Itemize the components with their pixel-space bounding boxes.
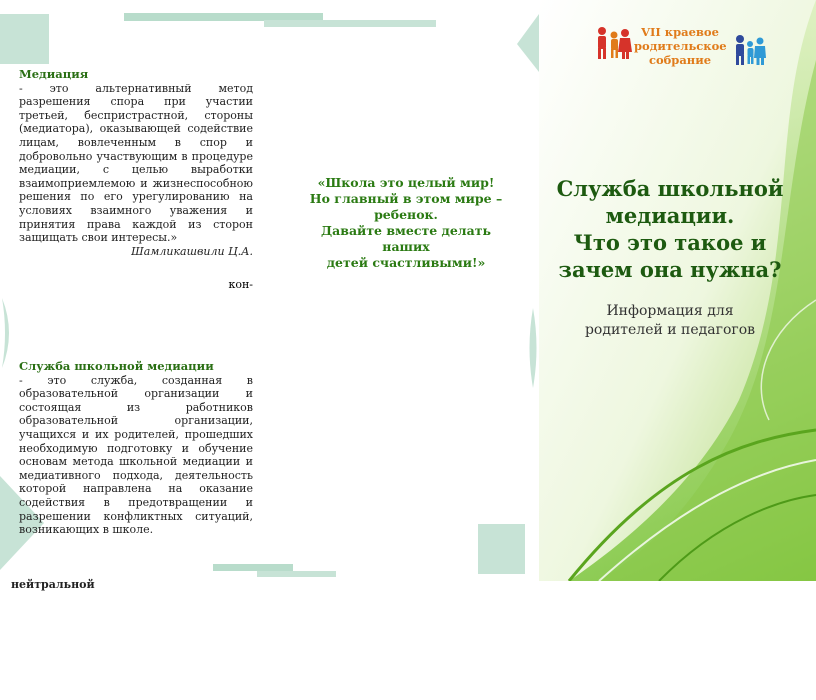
- quote-line: Но главный в этом мире –: [309, 191, 503, 206]
- green-wave-background: [539, 0, 816, 581]
- quote-line: Давайте вместе делать наших: [321, 223, 491, 254]
- deco-bar-bottom-2: [257, 571, 336, 577]
- deco-leaf-middle: [526, 308, 540, 388]
- quote-author: Шамликашвили Ц.А.: [131, 244, 253, 258]
- word-fragment: нейтральной: [11, 578, 95, 591]
- hyphen-fragment: кон-: [228, 278, 253, 291]
- family-blue-icon: [733, 34, 767, 66]
- cover-panel: [539, 0, 816, 581]
- subtitle-line: Информация для: [606, 303, 734, 319]
- deco-bar-top-2: [264, 20, 436, 27]
- subtitle: [560, 302, 780, 340]
- service-section: [19, 360, 253, 537]
- deco-square-top-left: [0, 14, 49, 64]
- deco-triangle-top-middle: [517, 14, 539, 72]
- motto-quote: [296, 175, 516, 271]
- left-column: [19, 68, 253, 258]
- service-definition: - это служба, созданная в образовательной организации и состоящая из работников образовательной организации, учащихся и их родителей, прошедших необходимую подготовку и обучение основам метода школьной медиации и медиативного подхода, деятельность которой направлена на оказание содействия в предотвращении и разрешении конфликтных ситуаций, возникающих в школе.: [19, 373, 253, 537]
- event-label-line: родительское: [634, 39, 727, 53]
- quote-line: ребенок.: [374, 207, 438, 222]
- event-label: [634, 25, 726, 67]
- deco-bar-bottom: [213, 564, 293, 571]
- title-line: медиации.: [605, 203, 735, 228]
- quote-line: «Школа это целый мир!: [317, 175, 495, 190]
- service-heading: Служба школьной медиации: [19, 359, 214, 373]
- title-line: зачем она нужна?: [558, 257, 782, 282]
- event-label-line: собрание: [648, 53, 712, 67]
- family-red-icon: [594, 26, 634, 60]
- title-line: Что это такое и: [573, 230, 767, 255]
- deco-square-bottom-middle: [478, 524, 525, 574]
- event-label-line: VII краевое: [641, 25, 719, 39]
- title-line: Служба школьной: [556, 176, 784, 201]
- deco-leaf-left: [0, 298, 16, 368]
- subtitle-line: родителей и педагогов: [584, 322, 756, 338]
- mediation-heading: Медиация: [19, 67, 89, 81]
- main-title: [555, 175, 785, 283]
- quote-line: детей счастливыми!»: [326, 255, 486, 270]
- mediation-definition: - это альтернативный метод разрешения спора при участии третьей, беспристрастной, стороны (медиатора), оказывающей содействие лицам, вовлеченным в спор и добровольно участвующим в процедуре медиации, с целью выработки взаимоприемлемою и жизнеспособною решения по его урегулированию на условиях взаимного уважения и принятия права каждой из сторон защищать свои интересы.»: [19, 81, 253, 245]
